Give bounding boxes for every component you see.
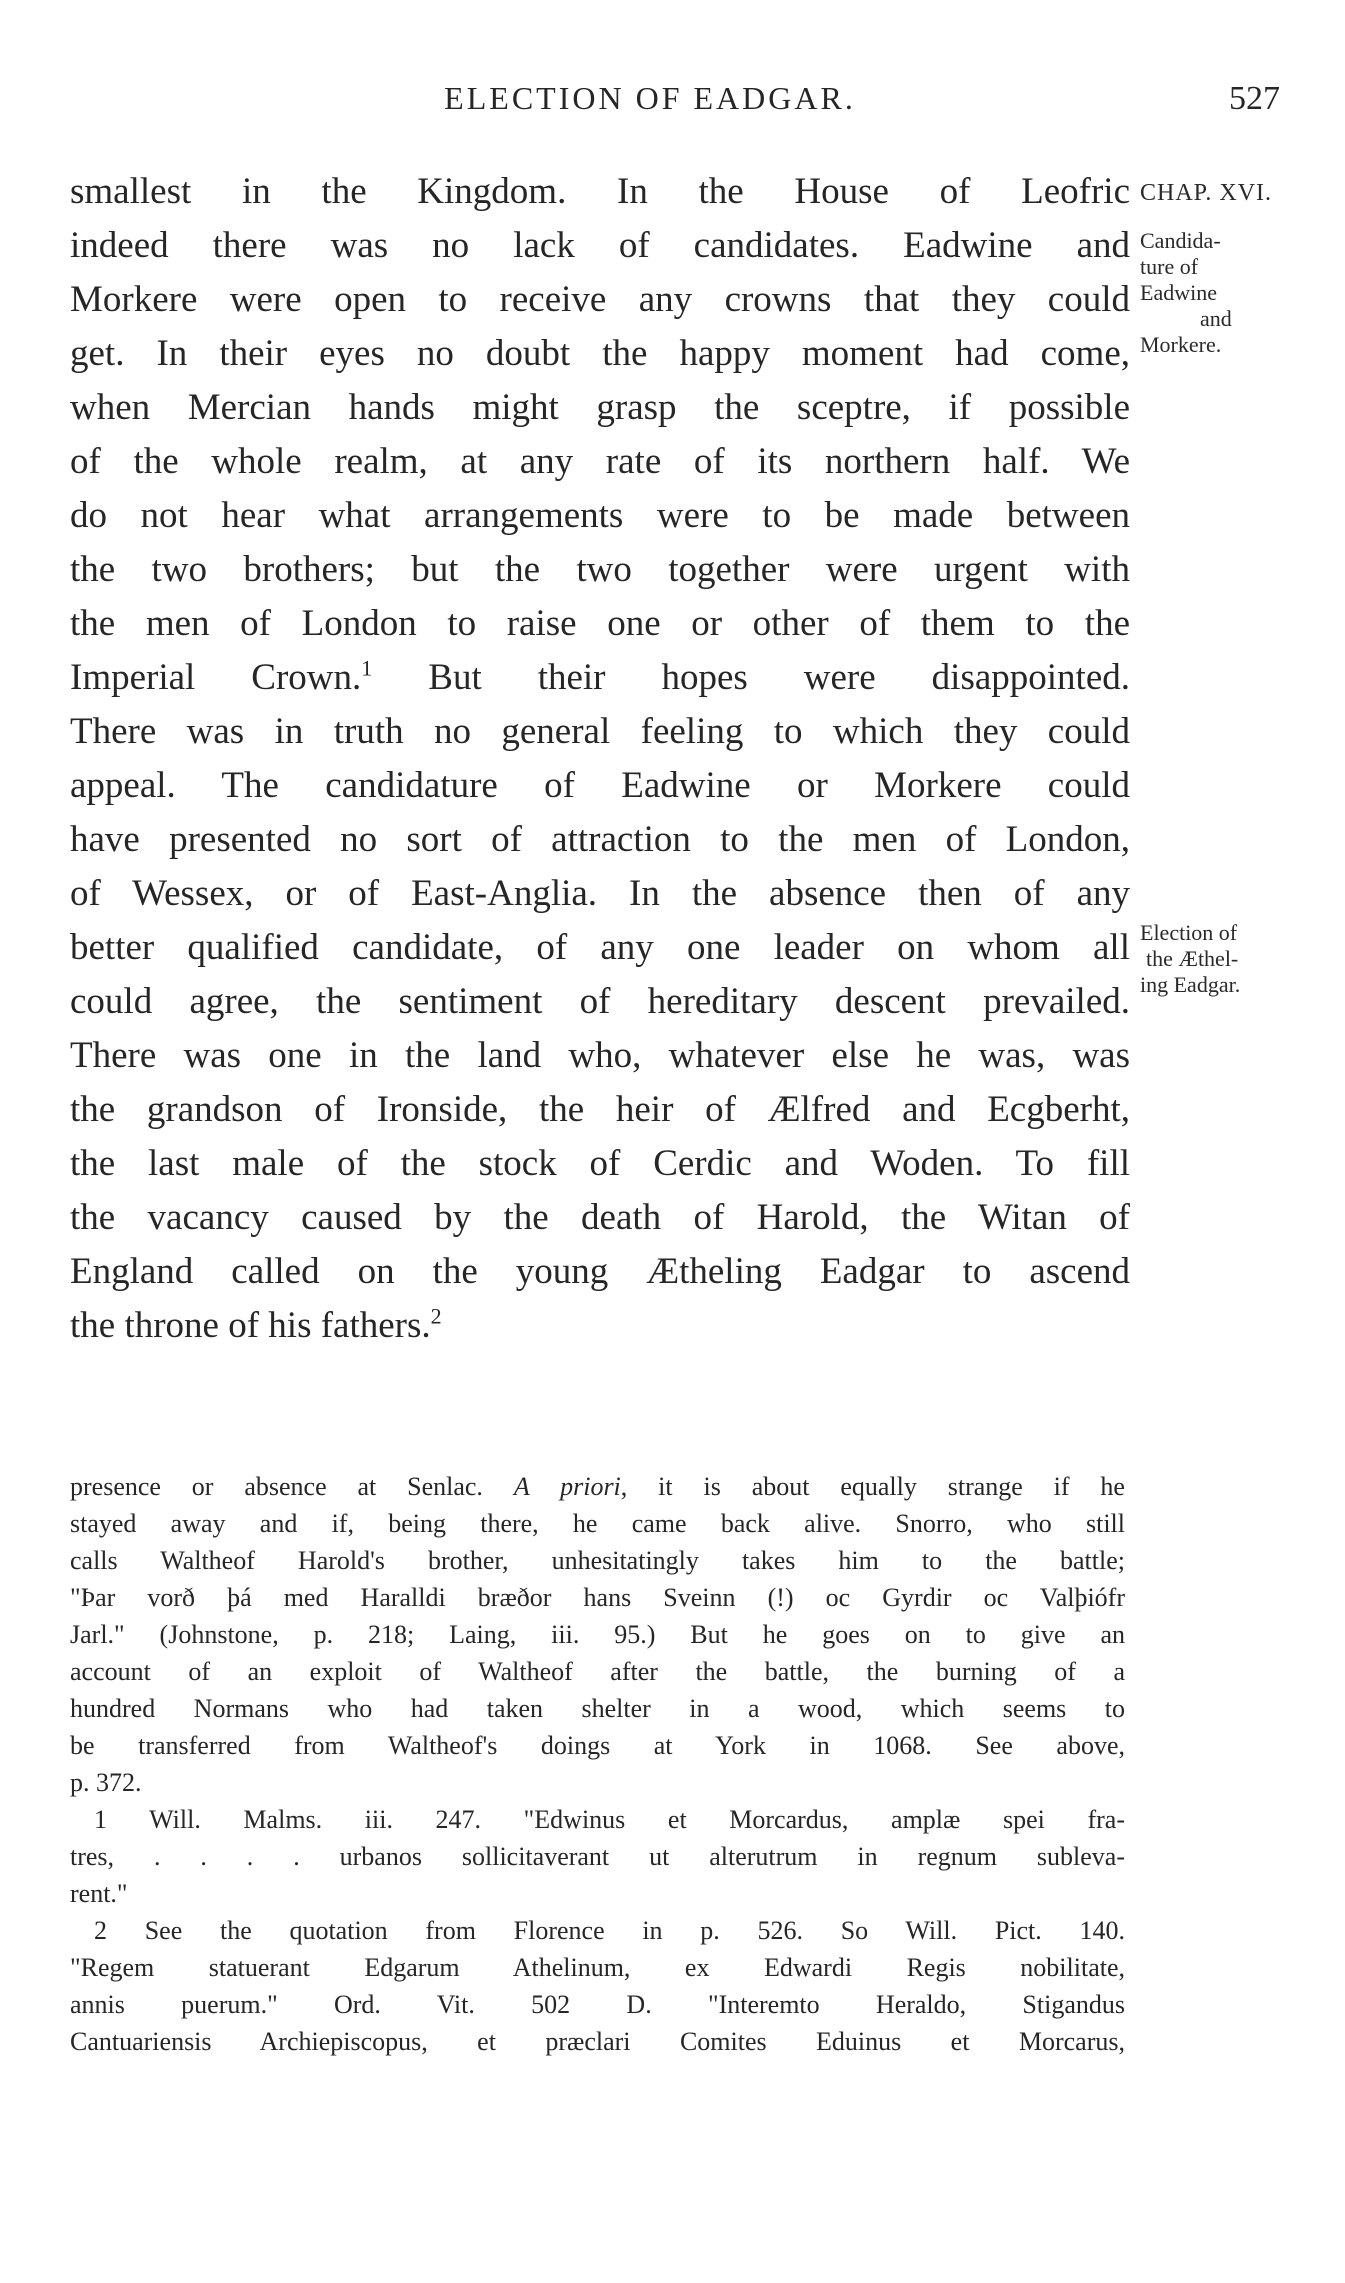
sidenote-candidature: [1140, 228, 1335, 358]
body-line-text: But their hopes were disappointed.: [372, 657, 1130, 698]
footnote-2-line: Cantuariensis Archiepiscopus, et præclari Comites Eduinus et Morcarus,: [70, 2027, 1125, 2056]
running-title: ELECTION OF EADGAR.: [444, 80, 856, 116]
footnote-text: presence or absence at Senlac.: [70, 1472, 514, 1501]
footnote-line: Jarl." (Johnstone, p. 218; Laing, iii. 95.) But he goes on to give an: [70, 1620, 1125, 1649]
body-line-with-footnote-2: [70, 1299, 1130, 1353]
body-line: smallest in the Kingdom. In the House of Leofric: [70, 171, 1130, 212]
footnote-ref-2: 2: [430, 1303, 442, 1329]
body-line: There was in truth no general feeling to which they could: [70, 711, 1130, 752]
footnote-line: p. 372.: [70, 1768, 142, 1797]
body-line: indeed there was no lack of candidates. Eadwine and: [70, 225, 1130, 266]
body-line-text: Imperial Crown.: [70, 657, 362, 698]
chapter-marker: [1140, 180, 1335, 206]
body-line: the vacancy caused by the death of Harold, the Witan of: [70, 1197, 1130, 1238]
body-line: do not hear what arrangements were to be made between: [70, 495, 1130, 536]
body-line: the grandson of Ironside, the heir of Ælfred and Ecgberht,: [70, 1089, 1130, 1130]
body-line: the two brothers; but the two together were urgent with: [70, 549, 1130, 590]
body-line: better qualified candidate, of any one leader on whom all: [70, 927, 1130, 968]
body-line: the men of London to raise one or other of them to the: [70, 603, 1130, 644]
body-line: appeal. The candidature of Eadwine or Morkere could: [70, 765, 1130, 806]
body-line: could agree, the sentiment of hereditary descent prevailed.: [70, 981, 1130, 1022]
body-line: England called on the young Ætheling Eadgar to ascend: [70, 1251, 1130, 1292]
body-line-text: the throne of his fathers.: [70, 1305, 431, 1346]
footnote-1-line: rent.": [70, 1879, 128, 1908]
body-line: There was one in the land who, whatever else he was, was: [70, 1035, 1130, 1076]
body-line: when Mercian hands might grasp the sceptre, if possible: [70, 387, 1130, 428]
sidenote-line: Morkere.: [1140, 332, 1222, 357]
body-line: the last male of the stock of Cerdic and Woden. To fill: [70, 1143, 1130, 1184]
body-line: have presented no sort of attraction to the men of London,: [70, 819, 1130, 860]
footnote-line: hundred Normans who had taken shelter in a wood, which seems to: [70, 1694, 1125, 1723]
body-line: Morkere were open to receive any crowns that they could: [70, 279, 1130, 320]
sidenote-line: Candida-: [1140, 228, 1221, 253]
footnote-ref-1: 1: [361, 655, 373, 681]
body-line: of the whole realm, at any rate of its northern half. We: [70, 441, 1130, 482]
body-line-with-footnote-1: [70, 651, 1130, 705]
footnote-line: stayed away and if, being there, he came back alive. Snorro, who still: [70, 1509, 1125, 1538]
sidenote-election: [1140, 920, 1335, 998]
footnote-italic-phrase: A priori: [513, 1472, 621, 1501]
footnote-2-line: "Regem statuerant Edgarum Athelinum, ex Edwardi Regis nobilitate,: [70, 1953, 1125, 1982]
footnotes: [70, 1468, 1125, 2060]
footnote-line: "Þar vorð þá med Haralldi bræðor hans Sveinn (!) oc Gyrdir oc Valþiófr: [70, 1583, 1125, 1612]
footnote-2-line: 2 See the quotation from Florence in p. 526. So Will. Pict. 140.: [94, 1916, 1125, 1945]
page-number: 527: [1229, 80, 1280, 117]
footnote-line: account of an exploit of Waltheof after the battle, the burning of a: [70, 1657, 1125, 1686]
footnote-line: be transferred from Waltheof's doings at York in 1068. See above,: [70, 1731, 1125, 1760]
sidenote-line: Eadwine: [1140, 280, 1217, 305]
sidenote-line: and: [1200, 306, 1232, 331]
footnote-line: calls Waltheof Harold's brother, unhesitatingly takes him to the battle;: [70, 1546, 1125, 1575]
footnote-2-line: annis puerum." Ord. Vit. 502 D. "Interemto Heraldo, Stigandus: [70, 1990, 1125, 2019]
running-header: [70, 80, 1280, 130]
chapter-label: CHAP. XVI.: [1140, 180, 1273, 206]
footnote-1-line: 1 Will. Malms. iii. 247. "Edwinus et Morcardus, amplæ spei fra-: [94, 1805, 1125, 1834]
main-text: [70, 165, 1130, 1353]
footnote-1-line: tres, . . . . urbanos sollicitaverant ut alterutrum in regnum subleva-: [70, 1842, 1125, 1871]
sidenote-line: Election of: [1140, 920, 1238, 945]
footnote-text: , it is about equally strange if he: [620, 1472, 1125, 1501]
sidenote-line: ture of: [1140, 254, 1199, 279]
body-line: of Wessex, or of East-Anglia. In the absence then of any: [70, 873, 1130, 914]
footnote-line: [70, 1468, 1125, 1505]
body-line: get. In their eyes no doubt the happy moment had come,: [70, 333, 1130, 374]
sidenote-line: ing Eadgar.: [1140, 972, 1241, 997]
sidenote-line: the Æthel-: [1146, 946, 1239, 971]
